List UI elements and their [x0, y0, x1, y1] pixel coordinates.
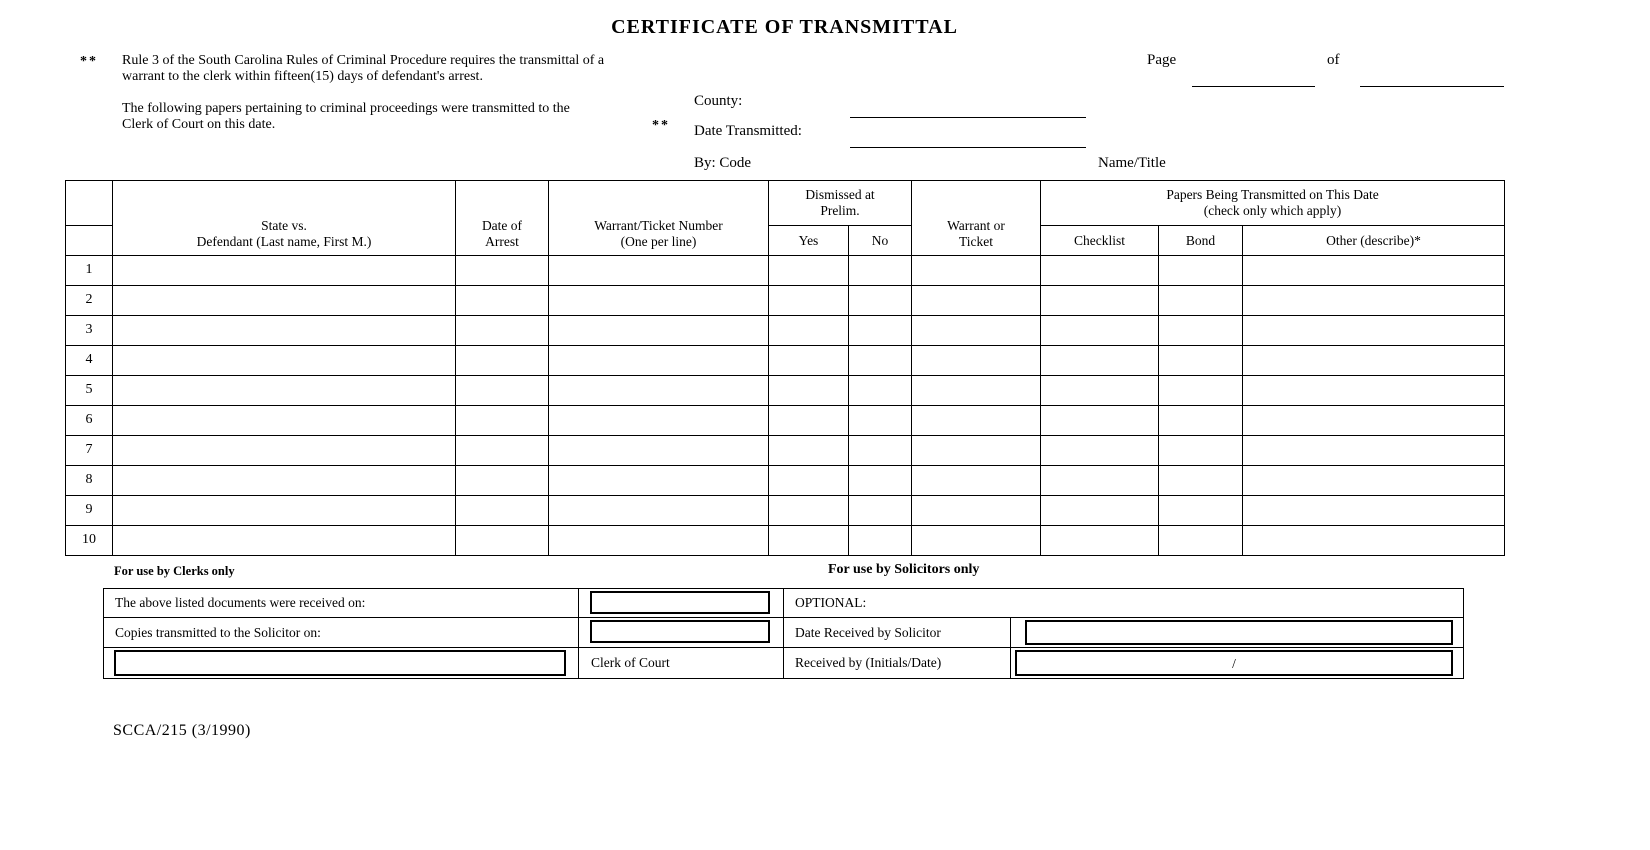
- date-transmitted-line[interactable]: [850, 147, 1086, 148]
- checklist-cell[interactable]: [1041, 526, 1159, 556]
- copies-cell: [104, 618, 578, 647]
- of-label: of: [1327, 52, 1340, 68]
- table-row: [66, 466, 1505, 496]
- dismissed-yes-cell[interactable]: [769, 376, 849, 406]
- date-transmitted-label: Date Transmitted:: [694, 123, 802, 139]
- solicitors-only-label: For use by Solicitors only: [828, 562, 980, 577]
- received-on-label: The above listed documents were received on:: [115, 595, 366, 610]
- other-describe-cell[interactable]: [1243, 436, 1505, 466]
- col-header-warrant-or-ticket: [912, 181, 1041, 256]
- header-line: Prelim.: [820, 203, 860, 218]
- rule-note: Rule 3 of the South Carolina Rules of Criminal Procedure requires the transmittal of a warrant to the clerk within fifteen(15) days of defendant's arrest.: [122, 53, 605, 84]
- col-header-other: Other (describe)*: [1243, 226, 1505, 256]
- by-code-label: By: Code: [694, 155, 752, 171]
- other-describe-cell[interactable]: [1243, 466, 1505, 496]
- dismissed-yes-cell[interactable]: [769, 436, 849, 466]
- checklist-cell[interactable]: [1041, 256, 1159, 286]
- warrant-or-ticket-cell[interactable]: [912, 346, 1041, 376]
- header-line: Dismissed at: [805, 187, 875, 203]
- dismissed-no-cell[interactable]: [849, 286, 912, 316]
- optional-cell: [783, 589, 1463, 617]
- table-row: [66, 496, 1505, 526]
- col-header-date-of-arrest: [456, 181, 549, 256]
- other-describe-cell[interactable]: [1243, 376, 1505, 406]
- warrant-ticket-number-cell[interactable]: [549, 346, 769, 376]
- received-on-box-cell: [578, 589, 783, 617]
- row-number: 5: [66, 376, 113, 406]
- bottom-row-clerk: [104, 647, 1463, 678]
- defendant-cell[interactable]: [113, 256, 456, 286]
- date-of-arrest-cell[interactable]: [456, 436, 549, 466]
- other-describe-cell[interactable]: [1243, 496, 1505, 526]
- warrant-ticket-number-cell[interactable]: [549, 526, 769, 556]
- bond-cell[interactable]: [1159, 406, 1243, 436]
- dismissed-no-cell[interactable]: [849, 526, 912, 556]
- page-label: Page: [1147, 52, 1177, 68]
- date-of-arrest-cell[interactable]: [456, 526, 549, 556]
- col-header-dismissed-at-prelim: [769, 181, 912, 226]
- header-line: (One per line): [620, 234, 697, 250]
- header-row-top: [66, 181, 1505, 226]
- col-header-defendant: [113, 181, 456, 256]
- documents-received-date-box[interactable]: [590, 591, 770, 614]
- col-header-warrant-ticket-number: [549, 181, 769, 256]
- other-describe-cell[interactable]: [1243, 286, 1505, 316]
- checklist-cell[interactable]: [1041, 496, 1159, 526]
- header-line: (check only which apply): [1203, 203, 1342, 218]
- dismissed-yes-cell[interactable]: [769, 286, 849, 316]
- bond-cell[interactable]: [1159, 286, 1243, 316]
- row-number: 3: [66, 316, 113, 346]
- copies-label: Copies transmitted to the Solicitor on:: [115, 625, 321, 640]
- warrant-ticket-number-cell[interactable]: [549, 436, 769, 466]
- date-of-arrest-cell[interactable]: [456, 496, 549, 526]
- checklist-cell[interactable]: [1041, 376, 1159, 406]
- received-by-box-cell: [1010, 648, 1463, 678]
- received-by-initials-date-box[interactable]: /: [1015, 650, 1453, 676]
- received-by-label-cell: [783, 648, 1010, 678]
- date-of-arrest-cell[interactable]: [456, 376, 549, 406]
- date-of-arrest-cell[interactable]: [456, 256, 549, 286]
- checklist-cell[interactable]: [1041, 466, 1159, 496]
- dismissed-no-cell[interactable]: [849, 406, 912, 436]
- date-received-by-solicitor-box[interactable]: [1025, 620, 1453, 645]
- dismissed-no-cell[interactable]: [849, 436, 912, 466]
- dismissed-yes-cell[interactable]: [769, 256, 849, 286]
- dismissed-yes-cell[interactable]: [769, 406, 849, 436]
- row-number: 9: [66, 496, 113, 526]
- header-line: Papers Being Transmitted on This Date: [1166, 187, 1379, 203]
- table-row: [66, 316, 1505, 346]
- dismissed-yes-cell[interactable]: [769, 346, 849, 376]
- bottom-row-copies: [104, 617, 1463, 647]
- dismissed-yes-cell[interactable]: [769, 316, 849, 346]
- page-number-line[interactable]: [1192, 86, 1315, 87]
- defendant-cell[interactable]: [113, 346, 456, 376]
- table-row: [66, 406, 1505, 436]
- header-line: Date of: [481, 218, 523, 234]
- col-header-no: No: [849, 226, 912, 256]
- warrant-ticket-number-cell[interactable]: [549, 496, 769, 526]
- warrant-ticket-number-cell[interactable]: [549, 376, 769, 406]
- other-describe-cell[interactable]: [1243, 406, 1505, 436]
- dismissed-no-cell[interactable]: [849, 256, 912, 286]
- dismissed-yes-cell[interactable]: [769, 526, 849, 556]
- warrant-ticket-number-cell[interactable]: [549, 466, 769, 496]
- page-total-line[interactable]: [1360, 86, 1504, 87]
- optional-label: OPTIONAL:: [795, 595, 867, 610]
- dismissed-yes-cell[interactable]: [769, 466, 849, 496]
- header-line: Warrant/Ticket Number: [594, 218, 723, 234]
- bond-cell[interactable]: [1159, 346, 1243, 376]
- col-header-papers-transmitted: [1041, 181, 1505, 226]
- clerk-of-court-cell: [578, 648, 783, 678]
- table-row: [66, 286, 1505, 316]
- date-of-arrest-cell[interactable]: [456, 406, 549, 436]
- date-of-arrest-cell[interactable]: [456, 316, 549, 346]
- bond-cell[interactable]: [1159, 376, 1243, 406]
- clerk-signature-cell: [104, 648, 578, 678]
- checklist-cell[interactable]: [1041, 286, 1159, 316]
- row-number: 2: [66, 286, 113, 316]
- bottom-section: [103, 588, 1464, 679]
- warrant-or-ticket-cell[interactable]: [912, 466, 1041, 496]
- clerks-only-label: For use by Clerks only: [114, 564, 235, 578]
- bond-cell[interactable]: [1159, 496, 1243, 526]
- defendant-cell[interactable]: [113, 376, 456, 406]
- warrant-or-ticket-cell[interactable]: [912, 316, 1041, 346]
- form-number: SCCA/215 (3/1990): [113, 722, 251, 739]
- date-received-label: Date Received by Solicitor: [795, 625, 941, 640]
- county-label: County:: [694, 93, 743, 109]
- defendant-cell[interactable]: [113, 316, 456, 346]
- warrant-or-ticket-cell[interactable]: [912, 496, 1041, 526]
- other-describe-cell[interactable]: [1243, 346, 1505, 376]
- dismissed-yes-cell[interactable]: [769, 496, 849, 526]
- form-title: CERTIFICATE OF TRANSMITTAL: [611, 16, 958, 38]
- row-number: 10: [66, 526, 113, 556]
- col-header-checklist: Checklist: [1041, 226, 1159, 256]
- received-by-label: Received by (Initials/Date): [795, 655, 942, 670]
- bond-cell[interactable]: [1159, 466, 1243, 496]
- defendant-cell[interactable]: [113, 466, 456, 496]
- bond-cell[interactable]: [1159, 526, 1243, 556]
- clerk-signature-box[interactable]: [114, 650, 566, 676]
- header-line: Arrest: [485, 234, 519, 250]
- warrant-ticket-number-cell[interactable]: [549, 406, 769, 436]
- dismissed-no-cell[interactable]: [849, 466, 912, 496]
- copies-box-cell: [578, 618, 783, 647]
- dismissed-no-cell[interactable]: [849, 376, 912, 406]
- checklist-cell[interactable]: [1041, 346, 1159, 376]
- defendant-cell[interactable]: [113, 436, 456, 466]
- following-note: The following papers pertaining to criminal proceedings were transmitted to the Clerk of Court on this date.: [122, 101, 570, 132]
- dismissed-no-cell[interactable]: [849, 496, 912, 526]
- row-number-header-bottom: [66, 226, 113, 256]
- col-header-bond: Bond: [1159, 226, 1243, 256]
- header-line: Ticket: [958, 234, 993, 250]
- header-line: Defendant (Last name, First M.): [196, 234, 372, 250]
- warrant-ticket-number-cell[interactable]: [549, 256, 769, 286]
- col-header-yes: Yes: [769, 226, 849, 256]
- warrant-or-ticket-cell[interactable]: [912, 286, 1041, 316]
- row-number: 6: [66, 406, 113, 436]
- date-of-arrest-cell[interactable]: [456, 286, 549, 316]
- bottom-row-received: [104, 589, 1463, 617]
- row-number: 1: [66, 256, 113, 286]
- name-title-label: Name/Title: [1098, 155, 1166, 171]
- date-received-label-cell: [783, 618, 1010, 647]
- header-line: State vs.: [261, 218, 307, 234]
- checklist-cell[interactable]: [1041, 406, 1159, 436]
- warrant-or-ticket-cell[interactable]: [912, 256, 1041, 286]
- dismissed-no-cell[interactable]: [849, 316, 912, 346]
- bond-cell[interactable]: [1159, 316, 1243, 346]
- table-row: [66, 526, 1505, 556]
- row-number: 7: [66, 436, 113, 466]
- table-row: [66, 376, 1505, 406]
- warrant-ticket-number-cell[interactable]: [549, 316, 769, 346]
- defendant-cell[interactable]: [113, 286, 456, 316]
- copies-transmitted-date-box[interactable]: [590, 620, 770, 643]
- warrant-or-ticket-cell[interactable]: [912, 526, 1041, 556]
- header-line: Warrant or: [947, 218, 1005, 234]
- rule-note-marker: **: [80, 54, 98, 69]
- received-on-cell: [104, 589, 578, 617]
- row-number-header-top: [66, 181, 113, 226]
- defendant-cell[interactable]: [113, 526, 456, 556]
- transmittal-table: [65, 180, 1505, 556]
- table-row: [66, 256, 1505, 286]
- dismissed-no-cell[interactable]: [849, 346, 912, 376]
- date-received-box-cell: [1010, 618, 1463, 647]
- row-number: 4: [66, 346, 113, 376]
- defendant-cell[interactable]: [113, 496, 456, 526]
- defendant-cell[interactable]: [113, 406, 456, 436]
- other-describe-cell[interactable]: [1243, 526, 1505, 556]
- checklist-cell[interactable]: [1041, 316, 1159, 346]
- other-describe-cell[interactable]: [1243, 316, 1505, 346]
- county-line[interactable]: [850, 117, 1086, 118]
- warrant-or-ticket-cell[interactable]: [912, 436, 1041, 466]
- date-of-arrest-cell[interactable]: [456, 346, 549, 376]
- date-transmitted-marker: **: [652, 118, 670, 133]
- warrant-ticket-number-cell[interactable]: [549, 286, 769, 316]
- clerk-of-court-label: Clerk of Court: [591, 655, 670, 670]
- table-row: [66, 346, 1505, 376]
- warrant-or-ticket-cell[interactable]: [912, 406, 1041, 436]
- bond-cell[interactable]: [1159, 256, 1243, 286]
- checklist-cell[interactable]: [1041, 436, 1159, 466]
- row-number: 8: [66, 466, 113, 496]
- table-row: [66, 436, 1505, 466]
- warrant-or-ticket-cell[interactable]: [912, 376, 1041, 406]
- date-of-arrest-cell[interactable]: [456, 466, 549, 496]
- other-describe-cell[interactable]: [1243, 256, 1505, 286]
- bond-cell[interactable]: [1159, 436, 1243, 466]
